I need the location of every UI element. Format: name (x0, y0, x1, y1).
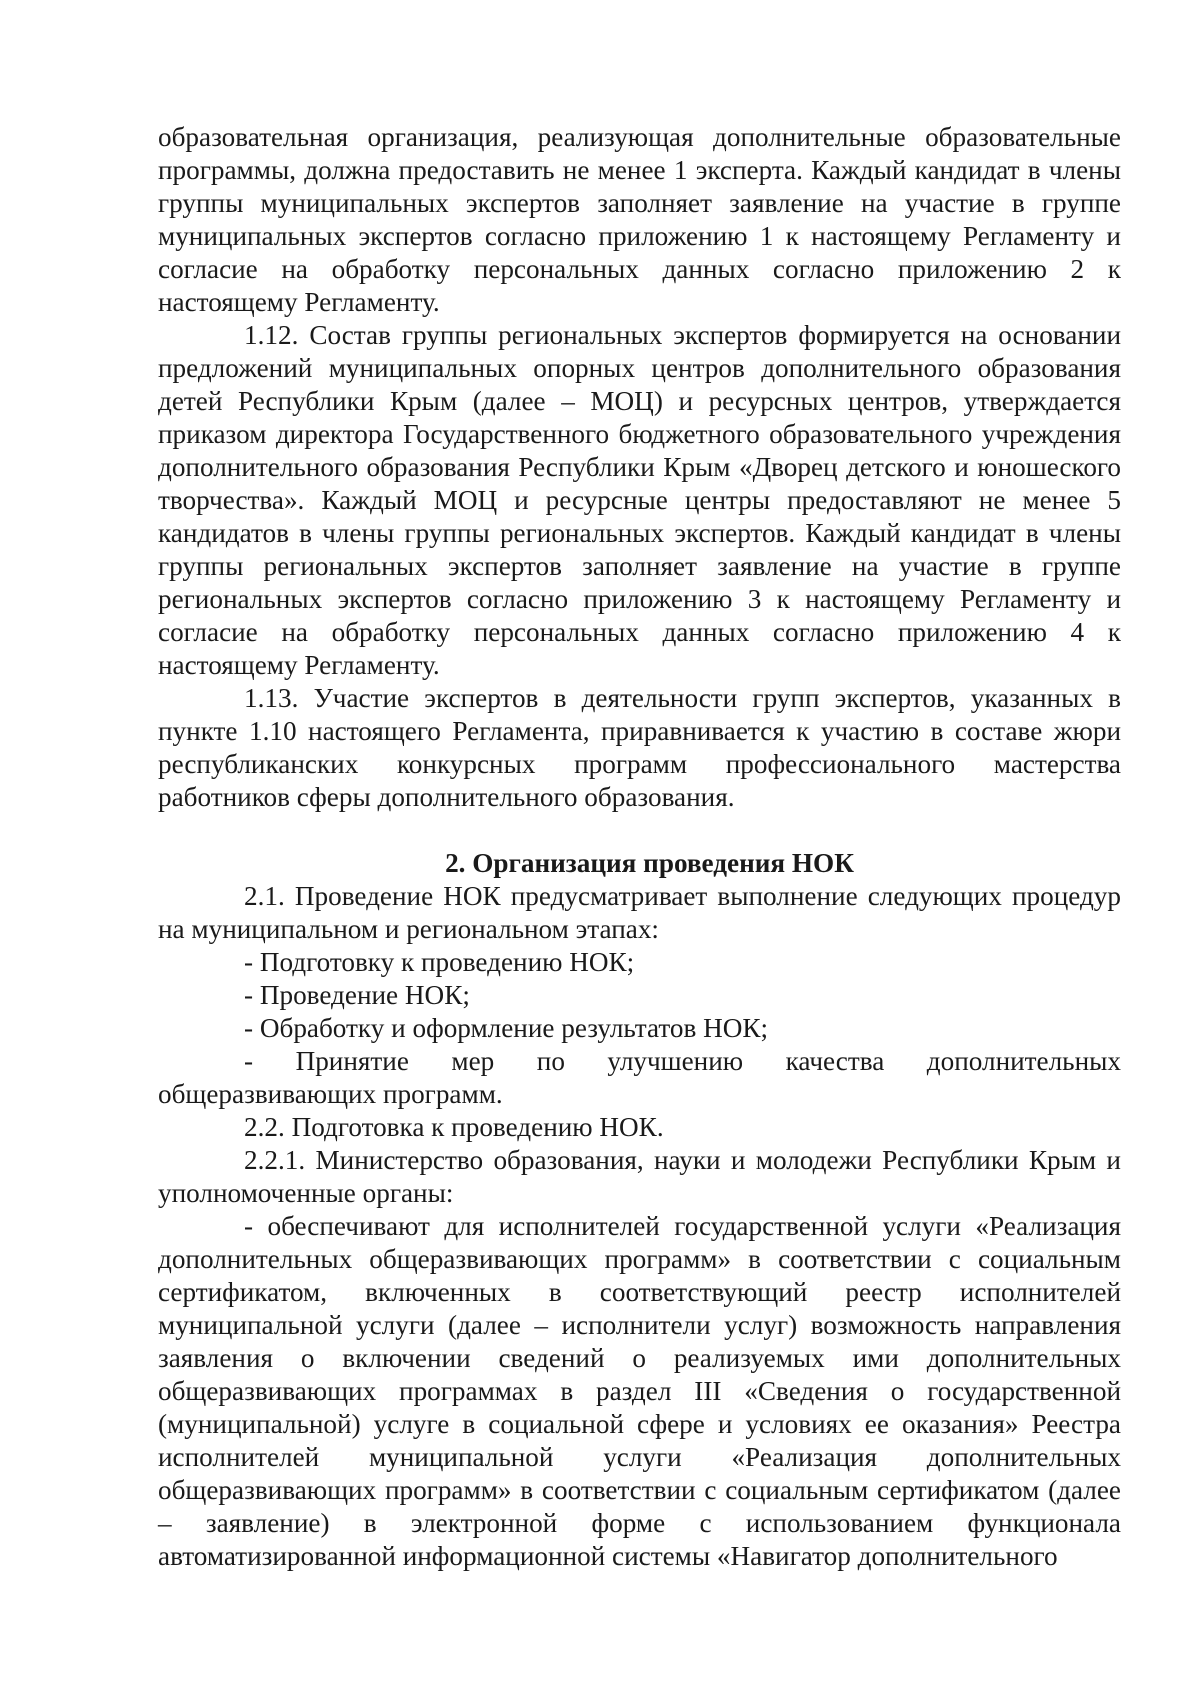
paragraph-1-12: 1.12. Состав группы региональных экспертов формируется на основании предложений муниципальных опорных центров дополнительного образования детей Республики Крым (далее – МОЦ) и ресурсных центров, утверждается приказом директора Государственного бюджетного образовательного учреждения дополнительного образования Республики Крым «Дворец детского и юношеского творчества». Каждый МОЦ и ресурсные центры предоставляют не менее 5 кандидатов в члены группы региональных экспертов. Каждый кандидат в члены группы региональных экспертов заполняет заявление на участие в группе региональных экспертов согласно приложению 3 к настоящему Регламенту и согласие на обработку персональных данных согласно приложению 4 к настоящему Регламенту. (158, 320, 1121, 680)
paragraph-1-13: 1.13. Участие экспертов в деятельности групп экспертов, указанных в пункте 1.10 настоящего Регламента, приравнивается к участию в составе жюри республиканских конкурсных программ профессионального мастерства работников сферы дополнительного образования. (158, 683, 1121, 812)
section-heading: 2. Организация проведения НОК (445, 848, 854, 878)
list-item-provide: - обеспечивают для исполнителей государственной услуги «Реализация дополнительных общеразвивающих программ» в соответствии с социальным сертификатом, включенных в соответствующий реестр исполнителей муниципальной услуги (далее – исполнители услуг) возможность направления заявления о включении сведений о реализуемых ими дополнительных общеразвивающих программах в раздел III «Сведения о государственной (муниципальной) услуге в социальной сфере и условиях ее оказания» Реестра исполнителей муниципальной услуги «Реализация дополнительных общеразвивающих программ» в соответствии с социальным сертификатом (далее – заявление) в электронной форме с использованием функционала автоматизированной информационной системы «Навигатор дополнительного (158, 1211, 1121, 1571)
list-item-processing: - Обработку и оформление результатов НОК; (244, 1013, 769, 1043)
list-item-conducting: - Проведение НОК; (244, 980, 470, 1010)
paragraph-2-1: 2.1. Проведение НОК предусматривает выполнение следующих процедур на муниципальном и региональном этапах: (158, 881, 1121, 944)
paragraph-continuation: образовательная организация, реализующая дополнительные образовательные программы, должна предоставить не менее 1 эксперта. Каждый кандидат в члены группы муниципальных экспертов заполняет заявление на участие в группе муниципальных экспертов согласно приложению 1 к настоящему Регламенту и согласие на обработку персональных данных согласно приложению 2 к настоящему Регламенту. (158, 122, 1121, 317)
list-item-preparation: - Подготовку к проведению НОК; (244, 947, 635, 977)
paragraph-2-2: 2.2. Подготовка к проведению НОК. (244, 1112, 664, 1142)
list-item-measures: - Принятие мер по улучшению качества дополнительных общеразвивающих программ. (158, 1046, 1121, 1109)
paragraph-2-2-1: 2.2.1. Министерство образования, науки и молодежи Республики Крым и уполномоченные органы: (158, 1145, 1121, 1208)
document-page (158, 121, 1121, 1573)
